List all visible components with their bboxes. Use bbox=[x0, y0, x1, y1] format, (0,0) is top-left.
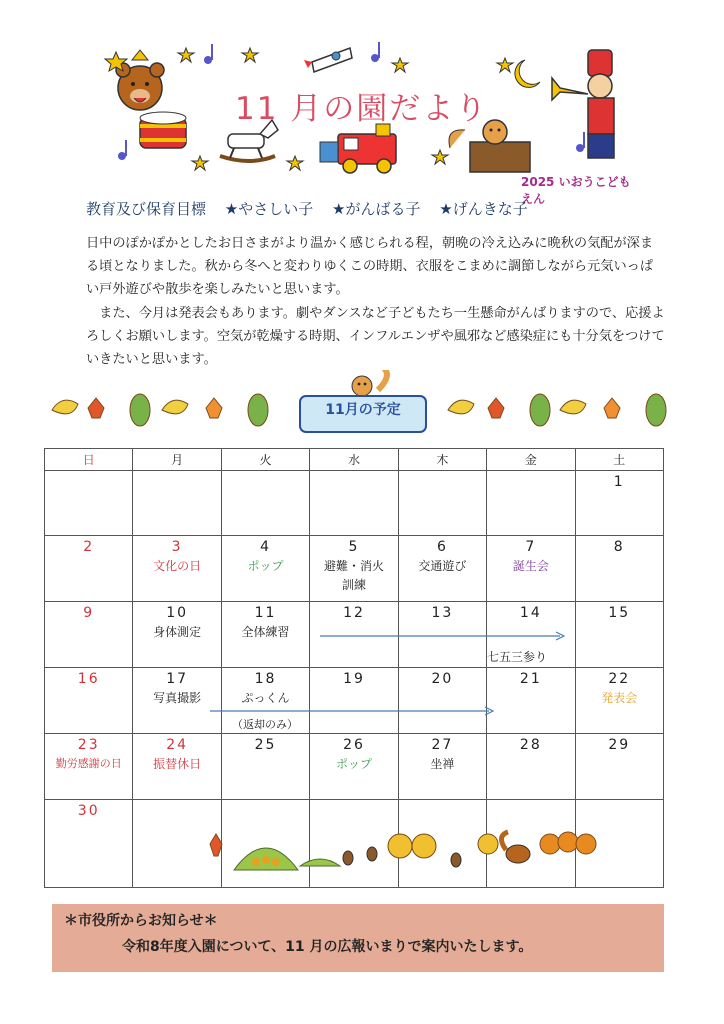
notice-body: 令和8年度入園について、11 月の広報いまりで案内いたします。 bbox=[122, 939, 533, 955]
day-number: 16 bbox=[77, 671, 100, 687]
calendar-day-cell bbox=[575, 602, 663, 668]
squirrel-icon bbox=[501, 832, 530, 863]
day-event: 避難・消火 bbox=[323, 559, 384, 573]
calendar-day-cell bbox=[221, 471, 309, 536]
goals-label: 教育及び保育目標 bbox=[86, 200, 207, 218]
weekday-header: 木 bbox=[398, 449, 486, 471]
plan-label: 11月の予定 bbox=[325, 402, 401, 418]
day-event: 写真撮影 bbox=[153, 691, 202, 705]
return-only-note: （返却のみ） bbox=[232, 718, 298, 731]
weekday-header: 火 bbox=[221, 449, 309, 471]
city-notice-box bbox=[52, 904, 664, 972]
calendar-body bbox=[45, 471, 664, 888]
weekday-header: 金 bbox=[487, 449, 575, 471]
day-number: 6 bbox=[436, 539, 448, 555]
notice-title: ＊市役所からお知らせ＊ bbox=[64, 913, 218, 929]
calendar-day-cell bbox=[133, 602, 221, 668]
ginkgo-leaf-icon bbox=[448, 400, 474, 414]
intro-paragraph-1: 日中のぽかぽかとしたお日さまがより温かく感じられる程，朝晩の冷え込みに晩秋の気配が深まる頃となりました。秋から冬へと変わりゆくこの時期、衣服をこまめに調節しながら元気いっぱい戸外遊びや散歩を楽しみたいと思います。 bbox=[86, 236, 654, 298]
day-number: 14 bbox=[519, 605, 542, 621]
shichigosan-event: 七五三参り bbox=[487, 650, 548, 664]
intro-paragraph-2: また、今月は発表会もあります。劇やダンスなど子どもたち一生懸命がんばりますので、応援よろしくお願いします。空気が乾燥する時期、インフルエンザや風邪など感染症にも十分気をつけていきたいと思います。 bbox=[86, 305, 665, 368]
calendar-day-cell bbox=[310, 536, 398, 602]
maple-leaf-icon bbox=[488, 398, 504, 418]
calendar-day-cell bbox=[487, 668, 575, 734]
calendar-week-row bbox=[45, 734, 664, 800]
calendar-week-row bbox=[45, 471, 664, 536]
green-leaf-icon bbox=[130, 394, 150, 426]
autumn-scene-decoration bbox=[200, 826, 600, 876]
day-number: 29 bbox=[608, 737, 631, 753]
day-number: 10 bbox=[166, 605, 189, 621]
goal-item: ★がんばる子 bbox=[332, 200, 421, 218]
day-event: 誕生会 bbox=[512, 559, 549, 573]
day-event-continued: 訓練 bbox=[341, 578, 366, 592]
school-name: 2025 いおうこどもえん bbox=[521, 175, 631, 206]
maple-leaf-icon bbox=[604, 398, 620, 418]
orange-tree-icon bbox=[540, 832, 596, 854]
calendar-day-cell bbox=[221, 602, 309, 668]
weekday-header: 土 bbox=[575, 449, 663, 471]
calendar-day-cell bbox=[487, 536, 575, 602]
day-number: 19 bbox=[343, 671, 365, 687]
day-event: ぷっくん bbox=[241, 691, 290, 705]
schedule-arrow bbox=[320, 631, 566, 641]
intro-text bbox=[86, 232, 666, 371]
calendar-day-cell bbox=[310, 734, 398, 800]
day-number: 11 bbox=[254, 605, 277, 621]
day-event: 身体測定 bbox=[153, 625, 202, 639]
day-number: 2 bbox=[83, 539, 95, 555]
day-number: 23 bbox=[77, 737, 100, 753]
calendar-day-cell bbox=[487, 734, 575, 800]
day-event: 全体練習 bbox=[241, 625, 290, 639]
bear-drummer-icon bbox=[116, 50, 186, 148]
day-number: 4 bbox=[260, 539, 272, 555]
calendar-day-cell bbox=[133, 471, 221, 536]
calendar-day-cell bbox=[45, 536, 133, 602]
calendar-day-cell bbox=[45, 471, 133, 536]
day-number: 3 bbox=[171, 539, 183, 555]
calendar-day-cell bbox=[398, 471, 486, 536]
day-number: 13 bbox=[431, 605, 454, 621]
calendar-day-cell bbox=[575, 734, 663, 800]
calendar-day-cell bbox=[45, 602, 133, 668]
day-number: 21 bbox=[519, 671, 542, 687]
weekday-header: 日 bbox=[45, 449, 133, 471]
day-number: 7 bbox=[525, 539, 537, 555]
weekday-header: 水 bbox=[310, 449, 398, 471]
calendar-day-cell bbox=[310, 668, 398, 734]
day-event: 文化の日 bbox=[153, 559, 202, 573]
green-leaf-icon bbox=[646, 394, 666, 426]
day-number: 24 bbox=[166, 737, 189, 753]
day-event: 坐禅 bbox=[430, 757, 455, 771]
day-number: 5 bbox=[348, 539, 360, 555]
green-leaf-icon bbox=[248, 394, 268, 426]
goal-item: ★げんきな子 bbox=[439, 200, 528, 218]
day-event: 振替休日 bbox=[153, 757, 202, 771]
day-number: 9 bbox=[83, 605, 95, 621]
weekday-header: 月 bbox=[133, 449, 221, 471]
day-number: 22 bbox=[608, 671, 631, 687]
moon-icon bbox=[515, 60, 540, 87]
calendar-day-cell bbox=[45, 734, 133, 800]
day-event: ポップ bbox=[247, 559, 284, 573]
day-number: 27 bbox=[431, 737, 454, 753]
calendar-day-cell bbox=[221, 536, 309, 602]
ginkgo-leaf-icon bbox=[162, 400, 188, 414]
day-number: 20 bbox=[431, 671, 454, 687]
maple-leaf-icon bbox=[88, 398, 104, 418]
calendar-day-cell bbox=[398, 734, 486, 800]
day-number: 25 bbox=[254, 737, 277, 753]
calendar-day-cell bbox=[575, 668, 663, 734]
toy-train-icon bbox=[320, 124, 396, 173]
ginkgo-leaf-icon bbox=[560, 400, 586, 414]
calendar-week-row bbox=[45, 536, 664, 602]
day-event: ポップ bbox=[335, 757, 372, 771]
ginkgo-leaf-icon bbox=[52, 400, 78, 414]
day-number: 18 bbox=[254, 671, 277, 687]
calendar-day-cell bbox=[310, 471, 398, 536]
squirrel-icon bbox=[352, 370, 387, 396]
calendar-day-cell bbox=[221, 734, 309, 800]
day-number: 12 bbox=[343, 605, 365, 621]
day-event: 交通遊び bbox=[418, 559, 467, 573]
calendar-day-cell bbox=[133, 734, 221, 800]
green-leaf-icon bbox=[530, 394, 550, 426]
maple-leaf-icon bbox=[210, 834, 222, 856]
education-goals bbox=[86, 198, 542, 219]
calendar-day-cell bbox=[487, 471, 575, 536]
schedule-arrow bbox=[210, 706, 495, 716]
calendar-day-cell bbox=[133, 536, 221, 602]
goal-item: ★やさしい子 bbox=[224, 200, 314, 218]
day-number: 28 bbox=[519, 737, 542, 753]
day-number: 15 bbox=[608, 605, 631, 621]
calendar-day-cell bbox=[398, 668, 486, 734]
maple-leaf-icon bbox=[206, 398, 222, 418]
calendar-day-cell bbox=[45, 800, 133, 888]
day-event: 発表会 bbox=[601, 691, 638, 705]
calendar-day-cell bbox=[575, 536, 663, 602]
calendar-header-row bbox=[45, 449, 664, 471]
header-banner bbox=[100, 38, 640, 206]
calendar-week-row bbox=[45, 668, 664, 734]
calendar-day-cell bbox=[575, 471, 663, 536]
calendar-day-cell bbox=[133, 668, 221, 734]
day-number: 8 bbox=[613, 539, 625, 555]
day-number: 1 bbox=[613, 474, 625, 490]
yellow-tree-icon bbox=[388, 834, 498, 858]
rocket-icon bbox=[304, 48, 352, 72]
calendar-table bbox=[44, 448, 664, 888]
day-event: 勤労感謝の日 bbox=[55, 757, 122, 770]
day-number: 30 bbox=[77, 803, 100, 819]
day-number: 26 bbox=[343, 737, 365, 753]
page-title: 11 月の園だより bbox=[235, 91, 489, 127]
day-number: 17 bbox=[166, 671, 189, 687]
calendar-day-cell bbox=[45, 668, 133, 734]
calendar-day-cell bbox=[398, 536, 486, 602]
